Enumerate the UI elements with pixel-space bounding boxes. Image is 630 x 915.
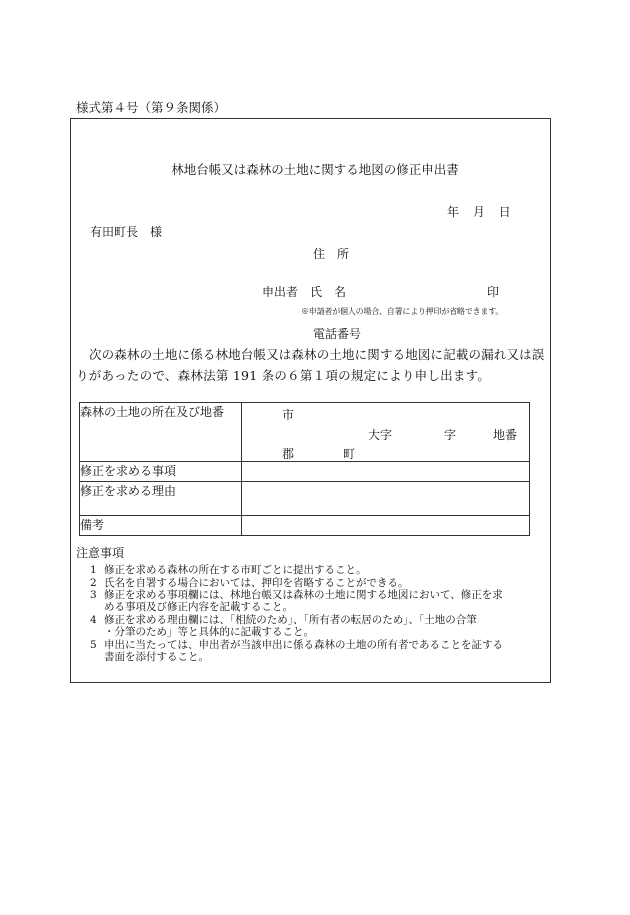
matter-cell[interactable] [242,462,530,482]
seal-label: 印 [487,285,500,299]
table-row-remarks [80,516,530,536]
city-label: 市 [282,408,295,422]
matter-label: 修正を求める事項 [80,462,242,482]
seal-note: ※申請者が個人の場合、自署により押印が省略できます。 [301,307,504,316]
location-label: 森林の土地の所在及び地番 [80,403,242,462]
date-line: 年 月 日 [447,205,511,219]
phone-label: 電話番号 [313,327,362,341]
applicant-name-label: 申出者 氏 名 [262,285,347,299]
form-title: 林地台帳又は森林の土地に関する地図の修正申出書 [171,162,459,177]
aza-label: 字 [444,428,457,442]
note-item: 2 氏名を自署する場合においては、押印を省略することができる。 [90,577,409,589]
reason-label: 修正を求める理由 [80,482,242,516]
notes-heading: 注意事項 [76,546,125,560]
remarks-cell[interactable] [242,516,530,536]
table-row-reason [80,482,530,516]
note-item-continuation: める事項及び修正内容を記載すること。 [104,601,293,613]
machi-label: 町 [343,447,356,461]
addressee: 有田町長 様 [90,225,163,239]
table-row-location [80,403,530,462]
note-item-continuation: ・分筆のため」等と具体的に記載すること。 [104,626,314,638]
oaza-label: 大字 [368,428,393,442]
address-label: 住 所 [313,247,350,261]
note-item-continuation: 書面を添付すること。 [104,651,209,663]
reason-cell[interactable] [242,482,530,516]
note-item: 4 修正を求める理由欄には、「相続のため」、「所有者の転居のため」、「土地の合筆 [90,614,477,626]
note-item: 5 申出に当たっては、申出者が当該申出に係る森林の土地の所有者であることを証する [90,639,503,651]
form-number: 様式第４号（第９条関係） [76,100,227,115]
gun-label: 郡 [282,447,295,461]
note-item: 3 修正を求める事項欄には、林地台帳又は森林の土地に関する地図において、修正を求 [90,589,503,601]
body-text-line-2: りがあったので、森林法第 191 条の６第１項の規定により申し出ます。 [76,368,491,383]
table-row-matter [80,462,530,482]
details-table [79,402,530,536]
location-cell[interactable] [242,403,530,462]
remarks-label: 備考 [80,516,242,536]
chiban-label: 地番 [493,428,518,442]
body-text-line-1: 次の森林の土地に係る林地台帳又は森林の土地に関する地図に記載の漏れ又は誤 [89,347,545,362]
note-item: 1 修正を求める森林の所在する市町ごとに提出すること。 [90,564,367,576]
